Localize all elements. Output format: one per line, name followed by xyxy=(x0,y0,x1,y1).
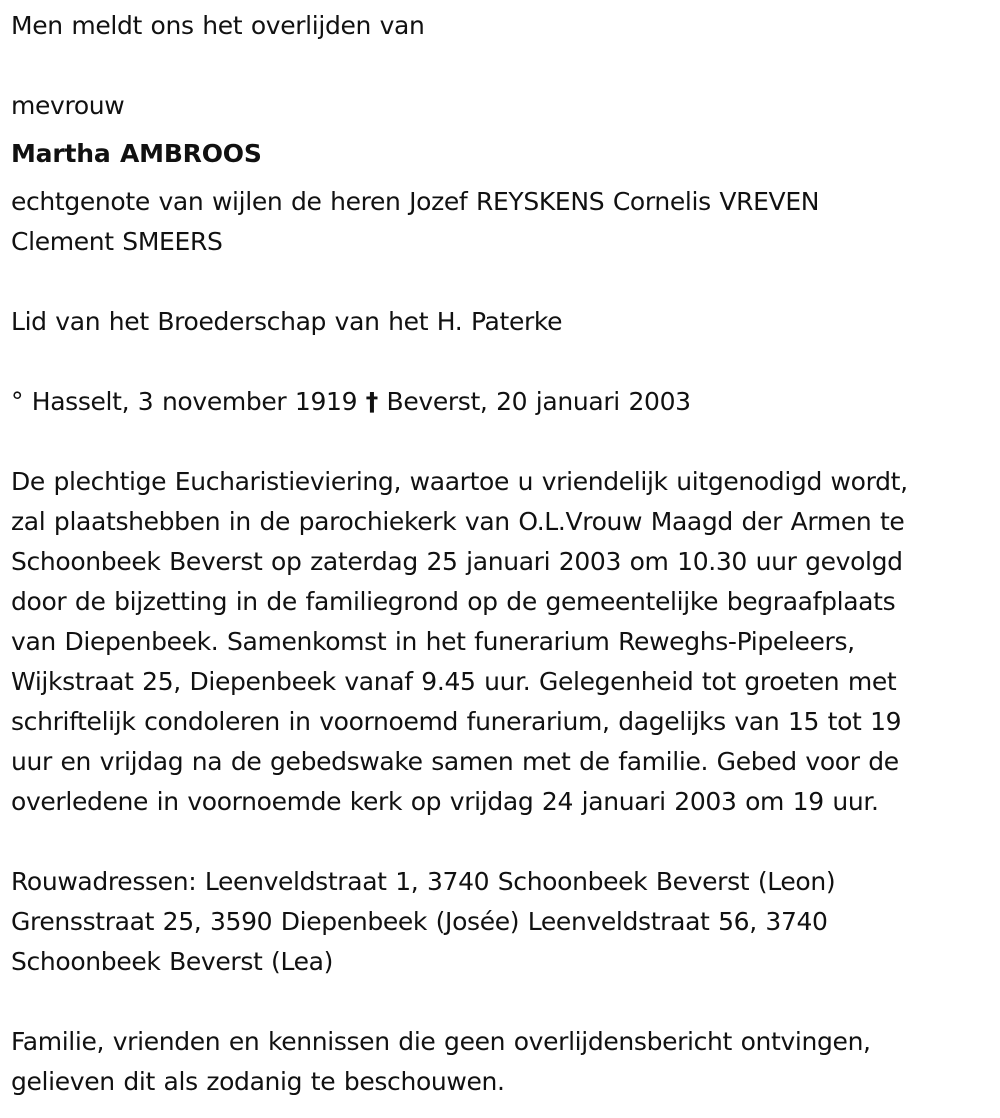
obituary-notice xyxy=(11,6,996,1102)
death-info: Beverst, 20 januari 2003 xyxy=(386,387,691,416)
ceremony-line: Wijkstraat 25, Diepenbeek vanaf 9.45 uur. Gelegenheid tot groeten met xyxy=(11,667,897,696)
address-line: Grensstraat 25, 3590 Diepenbeek (Josée) Leenveldstraat 56, 3740 xyxy=(11,907,828,936)
ceremony-line: zal plaatshebben in de parochiekerk van O.L.Vrouw Maagd der Armen te xyxy=(11,507,905,536)
spouse-line: Clement SMEERS xyxy=(11,227,223,256)
address-line: Schoonbeek Beverst (Lea) xyxy=(11,947,334,976)
ceremony-line: Schoonbeek Beverst op zaterdag 25 januari 2003 om 10.30 uur gevolgd xyxy=(11,547,903,576)
ceremony-line: uur en vrijdag na de gebedswake samen met de familie. Gebed voor de xyxy=(11,747,899,776)
intro-line: Men meldt ons het overlijden van xyxy=(11,11,425,40)
deceased-name: Martha AMBROOS xyxy=(11,139,262,168)
closing-paragraph xyxy=(11,1022,996,1102)
addresses-paragraph xyxy=(11,862,996,982)
spouse-line: echtgenote van wijlen de heren Jozef REYSKENS Cornelis VREVEN xyxy=(11,187,820,216)
birth-info: ° Hasselt, 3 november 1919 xyxy=(11,387,358,416)
ceremony-line: De plechtige Eucharistieviering, waartoe u vriendelijk uitgenodigd wordt, xyxy=(11,467,908,496)
title-line: mevrouw xyxy=(11,91,125,120)
ceremony-line: overledene in voornoemde kerk op vrijdag 24 januari 2003 om 19 uur. xyxy=(11,787,879,816)
ceremony-line: schriftelijk condoleren in voornoemd funerarium, dagelijks van 15 tot 19 xyxy=(11,707,902,736)
ceremony-paragraph xyxy=(11,462,996,822)
ceremony-line: door de bijzetting in de familiegrond op de gemeentelijke begraafplaats xyxy=(11,587,896,616)
cross-icon: † xyxy=(365,387,378,416)
closing-line: Familie, vrienden en kennissen die geen overlijdensbericht ontvingen, xyxy=(11,1027,871,1056)
birth-death-line xyxy=(11,382,996,422)
membership-line: Lid van het Broederschap van het H. Paterke xyxy=(11,307,563,336)
ceremony-line: van Diepenbeek. Samenkomst in het funerarium Reweghs-Pipeleers, xyxy=(11,627,855,656)
closing-line: gelieven dit als zodanig te beschouwen. xyxy=(11,1067,505,1096)
address-line: Rouwadressen: Leenveldstraat 1, 3740 Schoonbeek Beverst (Leon) xyxy=(11,867,836,896)
